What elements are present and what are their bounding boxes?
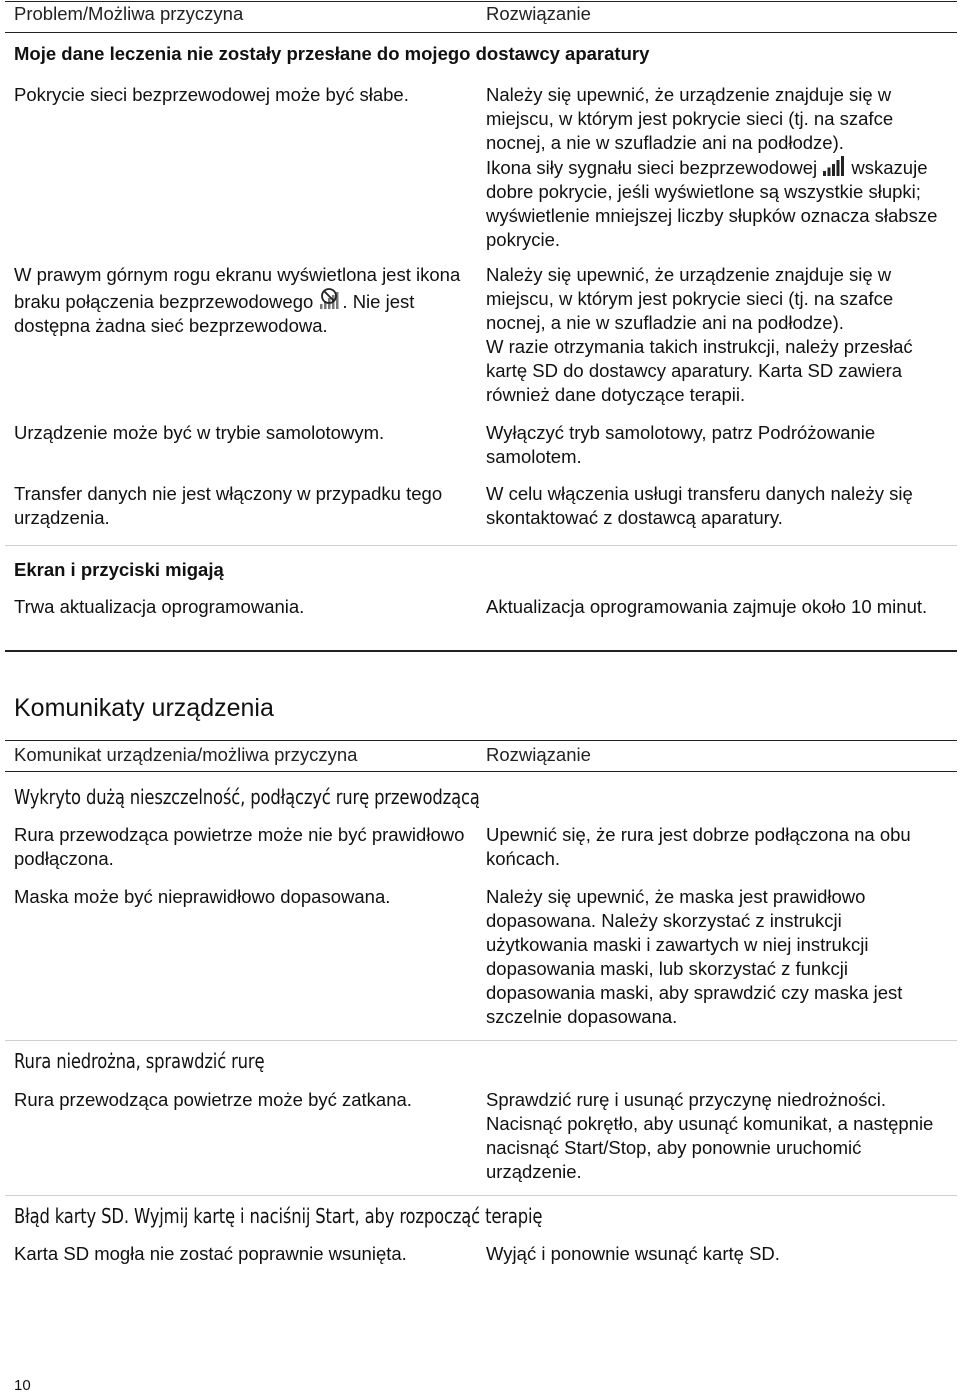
table1-header-problem: Problem/Możliwa przyczyna <box>14 3 244 24</box>
message-divider <box>5 1195 957 1196</box>
solution-paragraph: Należy się upewnić, że urządzenie znajduje się w miejscu, w którym jest pokrycie sieci (tj. na szafce nocnej, a nie w szufladzie ani na podłodze). <box>486 264 894 333</box>
solution-paragraph: W razie otrzymania takich instrukcji, należy przesłać kartę SD do dostawcy aparatury. Karta SD zawiera również dane dotyczące terapii. <box>486 336 913 405</box>
page-number: 10 <box>14 1377 31 1394</box>
solution-cell <box>486 83 948 252</box>
wireless-signal-icon <box>822 155 846 177</box>
solution-cell: Należy się upewnić, że maska jest prawidłowo dopasowana. Należy skorzystać z instrukcji użytkowania maski i zawartych w niej instrukcji dopasowania maski, lub skorzystać z funkcji dopasowania maski, aby sprawdzić czy maska jest szczelnie dopasowana. <box>486 886 903 1027</box>
solution-cell <box>486 263 948 407</box>
message-divider <box>5 1040 957 1041</box>
problem-text: . Nie jest dostępna żadna sieć bezprzewodowa. <box>14 291 415 336</box>
table1-header-solution: Rozwiązanie <box>486 3 591 24</box>
no-wireless-connection-icon <box>318 287 342 311</box>
cause-cell: Karta SD mogła nie zostać poprawnie wsunięta. <box>14 1243 407 1264</box>
solution-cell: Wyłączyć tryb samolotowy, patrz Podróżowanie samolotem. <box>486 422 876 467</box>
section-title-data-not-sent: Moje dane leczenia nie zostały przesłane do mojego dostawcy aparatury <box>14 43 650 64</box>
problem-cell: Urządzenie może być w trybie samolotowym. <box>14 422 385 443</box>
problem-cell <box>14 263 474 338</box>
solution-cell: Wyjąć i ponownie wsunąć kartę SD. <box>486 1243 780 1264</box>
solution-cell: Aktualizacja oprogramowania zajmuje około 10 minut. <box>486 596 928 617</box>
solution-cell: W celu włączenia usługi transferu danych należy się skontaktować z dostawcą aparatury. <box>486 483 913 528</box>
solution-paragraph: Należy się upewnić, że urządzenie znajduje się w miejscu, w którym jest pokrycie sieci (tj. na szafce nocnej, a nie w szufladzie ani na podłodze). <box>486 84 894 153</box>
device-message-large-leak: Wykryto dużą nieszczelność, podłączyć rurę przewodzącą <box>14 785 480 809</box>
solution-cell: Sprawdzić rurę i usunąć przyczynę niedrożności. Nacisnąć pokrętło, aby usunąć komunikat, a następnie nacisnąć Start/Stop, aby ponownie uruchomić urządzenie. <box>486 1089 934 1182</box>
cause-cell: Rura przewodząca powietrze może być zatkana. <box>14 1089 412 1110</box>
table2-header-rule <box>5 771 957 772</box>
section-divider <box>5 545 957 546</box>
table1-header-rule <box>5 32 957 33</box>
table2-top-rule <box>5 740 957 741</box>
solution-text: wskazuje dobre pokrycie, jeśli wyświetlone są wszystkie słupki; wyświetlenie mniejszej liczby słupków oznacza słabsze pokrycie. <box>486 157 938 250</box>
solution-cell: Upewnić się, że rura jest dobrze podłączona na obu końcach. <box>486 824 911 869</box>
device-message-sd-card-error: Błąd karty SD. Wyjmij kartę i naciśnij Start, aby rozpocząć terapię <box>14 1204 543 1228</box>
table1-bottom-rule <box>5 650 957 652</box>
problem-cell: Pokrycie sieci bezprzewodowej może być słabe. <box>14 84 409 105</box>
problem-cell: Transfer danych nie jest włączony w przypadku tego urządzenia. <box>14 483 443 528</box>
table2-header-message: Komunikat urządzenia/możliwa przyczyna <box>14 744 358 765</box>
problem-cell: Trwa aktualizacja oprogramowania. <box>14 596 305 617</box>
cause-cell: Rura przewodząca powietrze może nie być prawidłowo podłączona. <box>14 824 465 869</box>
cause-cell: Maska może być nieprawidłowo dopasowana. <box>14 886 391 907</box>
table2-header-solution: Rozwiązanie <box>486 744 591 765</box>
device-message-tube-blocked: Rura niedrożna, sprawdzić rurę <box>14 1049 265 1073</box>
solution-paragraph <box>486 155 948 252</box>
problem-text: W prawym górnym rogu ekranu wyświetlona jest ikona braku połączenia bezprzewodowego <box>14 264 461 312</box>
section-heading-device-messages: Komunikaty urządzenia <box>14 694 274 722</box>
solution-text: Ikona siły sygnału sieci bezprzewodowej <box>486 157 818 178</box>
section-title-screen-blinking: Ekran i przyciski migają <box>14 559 224 580</box>
